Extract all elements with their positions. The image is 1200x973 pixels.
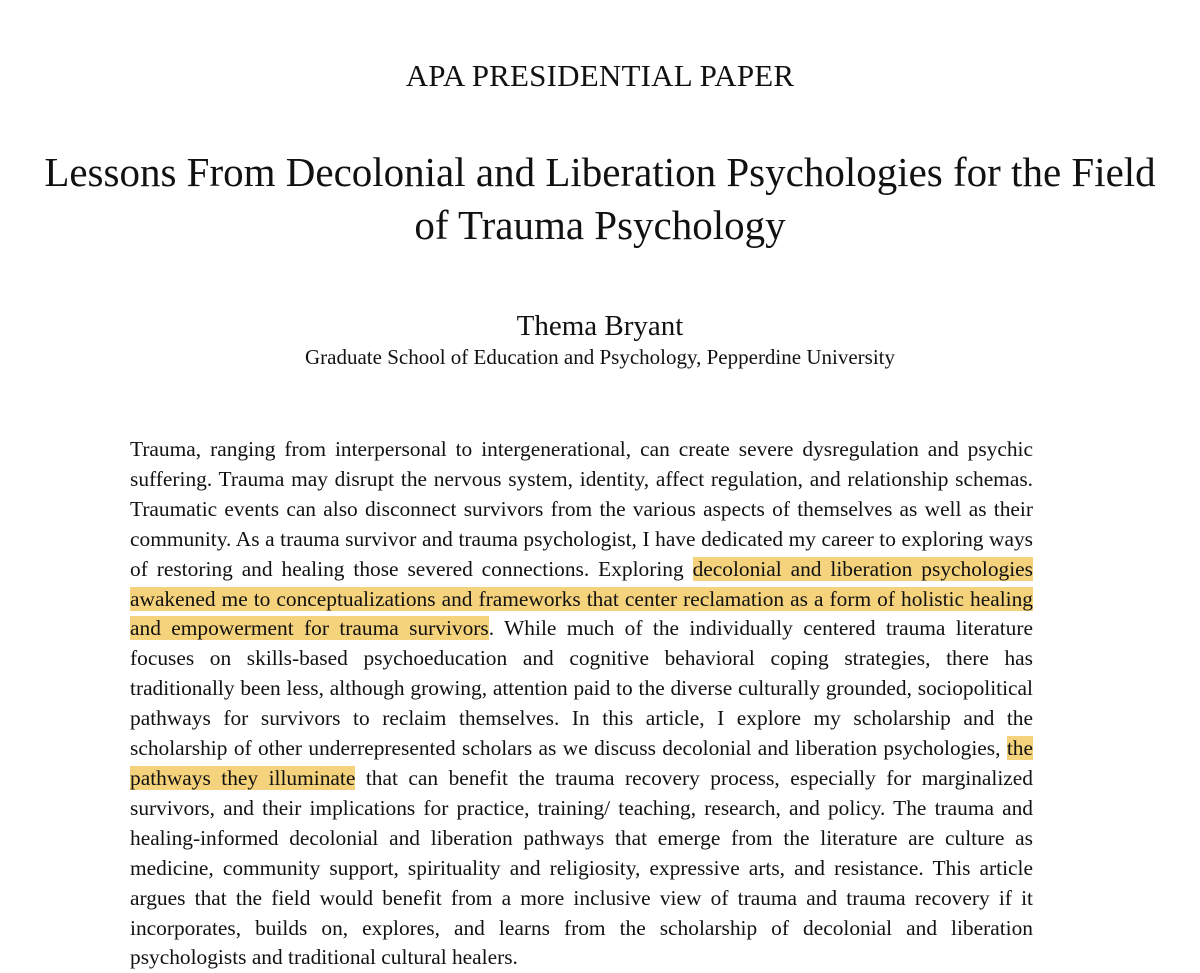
author-affiliation: Graduate School of Education and Psychology, Pepperdine University: [304, 345, 895, 369]
abstract-paragraph: [130, 435, 1033, 973]
paper-title: Lessons From Decolonial and Liberation Psychologies for the Field of Trauma Psychology: [44, 149, 1156, 248]
abstract-text: . While much of the individually centered trauma literature focuses on skills-based psychoeducation and cognitive behavioral coping strategies, there has traditionally been less, although growing, attention paid to the diverse culturally grounded, sociopolitical pathways for survivors to reclaim themselves. In this article, I explore my scholarship and the scholarship of other underrepresented scholars as we discuss decolonial and liberation psychologies,: [130, 616, 1033, 761]
abstract-text: that can benefit the trauma recovery process, especially for marginalized survivors, and their implications for practice, training/ teaching, research, and policy. The trauma and healing-informed decolonial and liberation pathways that emerge from the literature are culture as medicine, community support, spirituality and religiosity, expressive arts, and resistance. This article argues that the field would benefit from a more inclusive view of trauma and trauma recovery if it incorporates, builds on, explores, and learns from the scholarship of decolonial and liberation psychologists and traditional cultural healers.: [130, 765, 1033, 970]
highlighted-text: the pathways they illuminate: [130, 736, 1033, 790]
abstract-text: Trauma, ranging from interpersonal to intergenerational, can create severe dysregulation and psychic suffering. Trauma may disrupt the nervous system, identity, affect regulation, and relationship schemas. Traumatic events can also disconnect survivors from the various aspects of themselves as well as their community. As a trauma survivor and trauma psychologist, I have dedicated my career to exploring ways of restoring and healing those severed connections. Exploring: [130, 437, 1033, 581]
paper-header: APA PRESIDENTIAL PAPER: [405, 58, 795, 93]
highlighted-text: decolonial and liberation psychologies awakened me to conceptualizations and frameworks that center reclamation as a form of holistic healing and empowerment for trauma survivors: [130, 556, 1033, 641]
author-name: Thema Bryant: [516, 310, 684, 342]
